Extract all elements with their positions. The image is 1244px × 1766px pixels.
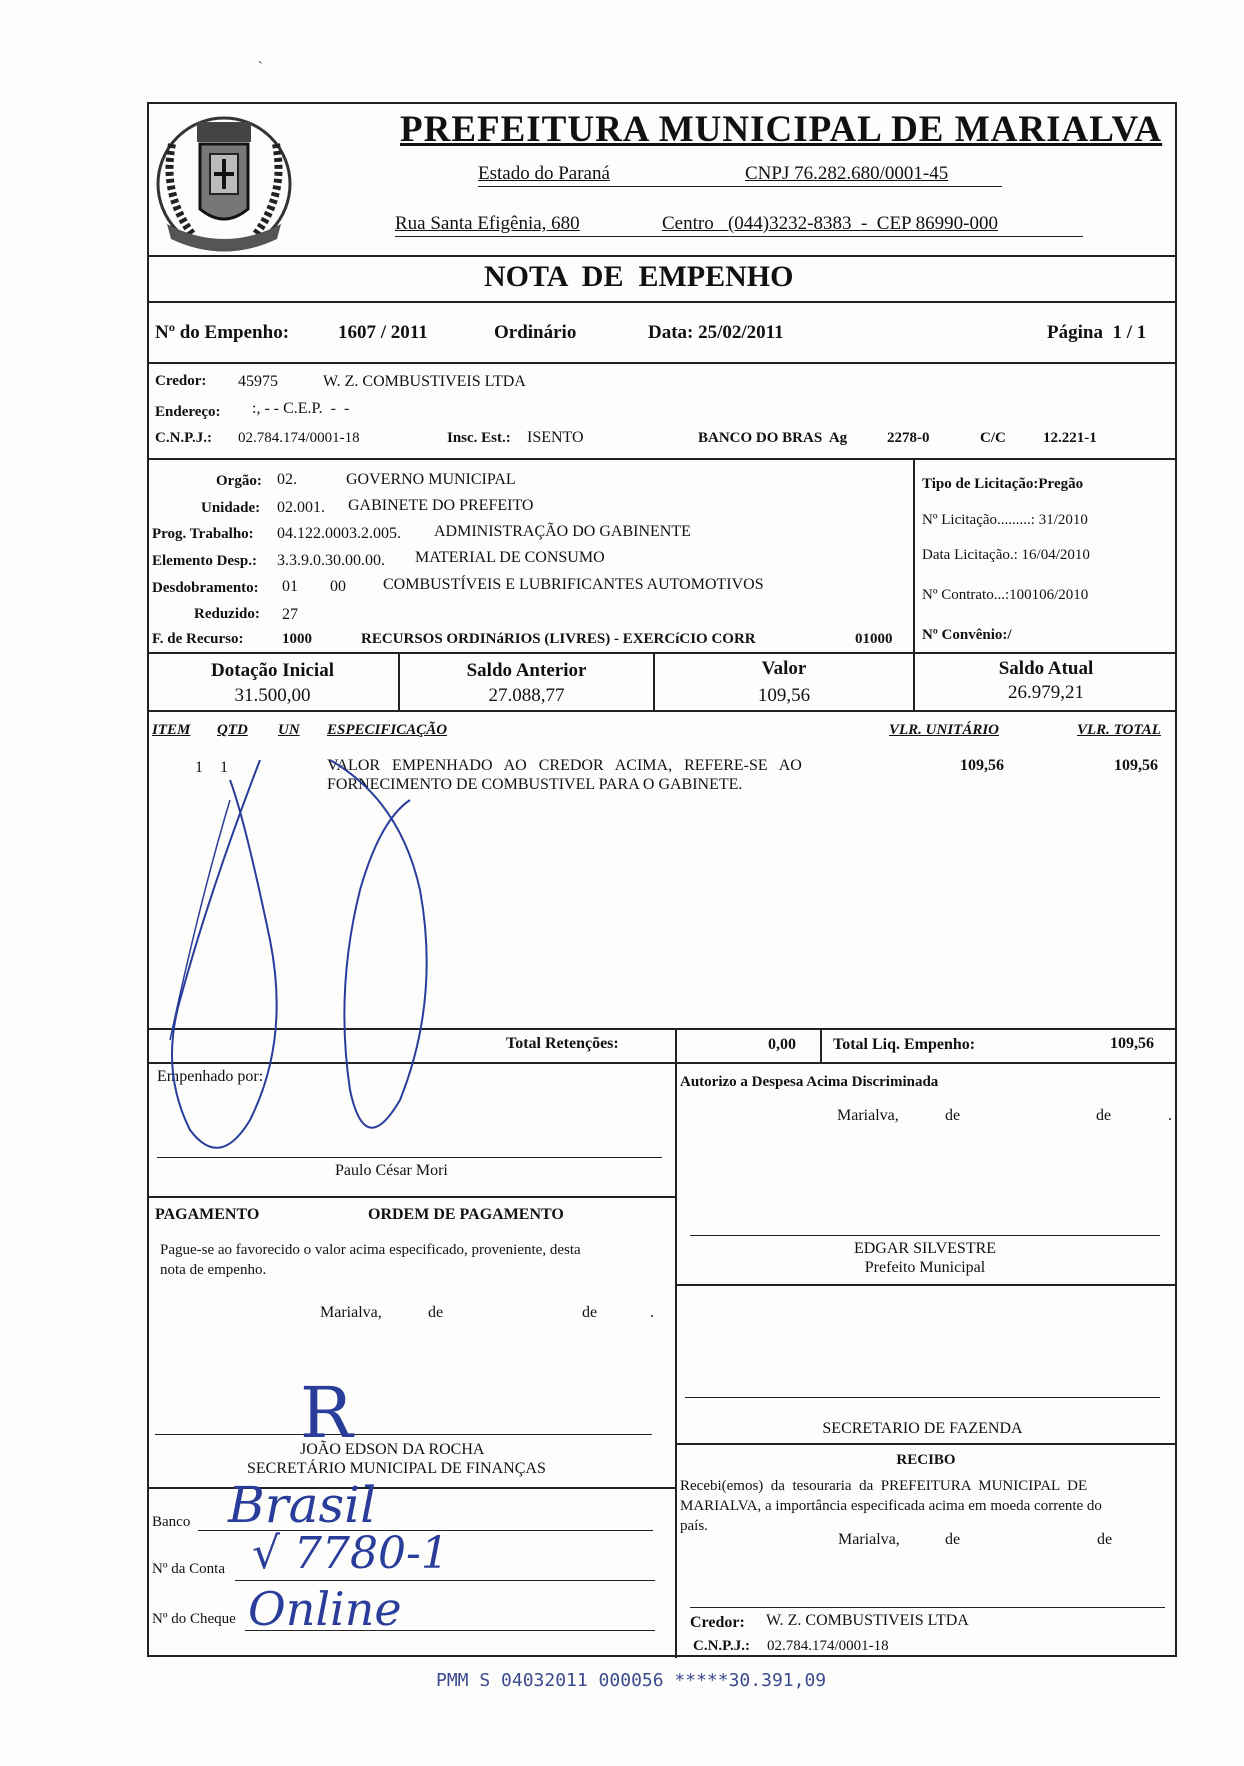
credor-footer-name: W. Z. COMBUSTIVEIS LTDA [766, 1612, 969, 1629]
desd-code-1: 01 [282, 578, 298, 595]
col-vlr-unitario: VLR. UNITÁRIO [889, 722, 1000, 738]
elemento-label: Elemento Desp.: [152, 553, 257, 569]
col-especificacao: ESPECIFICAÇÃO [327, 722, 448, 738]
prefeito-name: EDGAR SILVESTRE [853, 1240, 997, 1257]
desd-code-2: 00 [330, 578, 346, 595]
total-liquido-label: Total Liq. Empenho: [833, 1036, 976, 1053]
contrato-number: Nº Contrato...:100106/2010 [922, 587, 1089, 603]
recibo-de2: de [1097, 1531, 1113, 1548]
pagamento-text-1: Pague-se ao favorecido o valor acima especificado, proveniente, desta [160, 1242, 581, 1258]
credor-code: 45975 [238, 373, 278, 390]
state-label: Estado do Paraná [478, 163, 610, 184]
pagamento-text-2: nota de empenho. [160, 1262, 267, 1278]
doc-title: NOTA DE EMPENHO [484, 260, 794, 293]
cheque-label: Nº do Cheque [152, 1611, 236, 1627]
prefeito-role: Prefeito Municipal [864, 1259, 986, 1276]
fonte-code: 1000 [282, 631, 312, 647]
item-vlr-total: 109,56 [1114, 757, 1158, 774]
banco-handwritten: Brasil [228, 1476, 377, 1534]
reduzido-label: Reduzido: [194, 606, 260, 622]
saldo-atual-value: 26.979,21 [1008, 682, 1084, 703]
total-retencoes-label: Total Retenções: [506, 1035, 619, 1052]
total-liquido-value: 109,56 [1110, 1035, 1154, 1052]
reduzido-value: 27 [282, 606, 298, 623]
cnpj-header: CNPJ 76.282.680/0001-45 [745, 163, 949, 184]
empenho-number: 1607 / 2011 [338, 322, 428, 343]
licitacao-date: Data Licitação.: 16/04/2010 [922, 547, 1090, 563]
autorizo-de1: de [945, 1107, 961, 1124]
pagamento-de1: de [428, 1304, 444, 1321]
saldo-atual-label: Saldo Atual [998, 658, 1094, 679]
fonte-code-2: 01000 [855, 631, 893, 647]
recibo-place: Marialva, [838, 1531, 900, 1548]
conta-handwritten: √ 7780-1 [252, 1528, 449, 1579]
prog-label: Prog. Trabalho: [152, 526, 254, 542]
unidade-name: GABINETE DO PREFEITO [348, 497, 534, 514]
empenhado-name: Paulo César Mori [335, 1162, 448, 1179]
item-espec-line2: FORNECIMENTO DE COMBUSTIVEL PARA O GABINETE. [327, 776, 743, 793]
recibo-text-1: Recebi(emos) da tesouraria da PREFEITURA MUNICIPAL DE [680, 1478, 1088, 1494]
coat-of-arms-logo [152, 104, 297, 260]
desd-name: COMBUSTÍVEIS E LUBRIFICANTES AUTOMOTIVOS [383, 576, 764, 593]
autorizo-place: Marialva, [837, 1107, 899, 1124]
licitacao-number: Nº Licitação.........: 31/2010 [922, 512, 1088, 528]
credor-footer-cnpj-label: C.N.P.J.: [693, 1638, 750, 1654]
col-qtd: QTD [217, 722, 248, 738]
cnpj-label: C.N.P.J.: [155, 430, 212, 446]
fonte-name: RECURSOS ORDINáRIOS (LIVRES) - EXERCíCIO CORR [361, 631, 756, 647]
recibo-de1: de [945, 1531, 961, 1548]
col-vlr-total: VLR. TOTAL [1077, 722, 1161, 738]
secretario-initial-signature: R [300, 1372, 353, 1454]
institution-title: PREFEITURA MUNICIPAL DE MARIALVA [400, 109, 1163, 150]
dotacao-value: 31.500,00 [234, 685, 311, 706]
unidade-label: Unidade: [201, 500, 261, 516]
cc-label: C/C [980, 430, 1006, 446]
fazenda-label: SECRETARIO DE FAZENDA [822, 1420, 1023, 1437]
cheque-handwritten: Online [248, 1582, 402, 1636]
item-number: 1 [195, 759, 203, 776]
elemento-code: 3.3.9.0.30.00.00. [277, 552, 385, 569]
credor-footer-cnpj: 02.784.174/0001-18 [767, 1638, 889, 1654]
elemento-name: MATERIAL DE CONSUMO [415, 549, 605, 566]
orgao-name: GOVERNO MUNICIPAL [346, 471, 516, 488]
fonte-label: F. de Recurso: [152, 631, 244, 647]
address-contact: Centro (044)3232-8383 - CEP 86990-000 [662, 213, 998, 234]
valor-label: Valor [761, 658, 807, 679]
empenhado-label: Empenhado por: [157, 1068, 264, 1085]
credor-footer-label: Credor: [690, 1614, 745, 1631]
item-vlr-unitario: 109,56 [960, 757, 1004, 774]
credor-name: W. Z. COMBUSTIVEIS LTDA [323, 373, 526, 390]
secretario-name: JOÃO EDSON DA ROCHA [300, 1441, 485, 1458]
saldo-anterior-value: 27.088,77 [488, 685, 565, 706]
endereco-label: Endereço: [155, 404, 221, 420]
dotacao-label: Dotação Inicial [211, 660, 334, 681]
item-qtd: 1 [220, 759, 228, 776]
valor-value: 109,56 [757, 685, 811, 706]
pagamento-dot: . [650, 1304, 654, 1321]
pagamento-label: PAGAMENTO [155, 1206, 260, 1223]
autorizo-label: Autorizo a Despesa Acima Discriminada [680, 1074, 939, 1090]
orgao-label: Orgão: [216, 473, 262, 489]
cnpj-value: 02.784.174/0001-18 [238, 430, 360, 446]
secretario-role: SECRETÁRIO MUNICIPAL DE FINANÇAS [247, 1460, 546, 1477]
orgao-code: 02. [277, 471, 297, 488]
banco-label: Banco [152, 1514, 191, 1530]
conta-label: Nº da Conta [152, 1561, 225, 1577]
pagamento-place: Marialva, [320, 1304, 382, 1321]
empenho-type: Ordinário [494, 322, 577, 343]
cc-value: 12.221-1 [1043, 430, 1097, 446]
insc-value: ISENTO [527, 429, 584, 446]
bank-name: BANCO DO BRAS Ag [698, 430, 848, 446]
scan-mark: ` [258, 60, 263, 75]
recibo-label: RECIBO [896, 1452, 956, 1468]
endereco-value: :, - - C.E.P. - - [252, 400, 350, 417]
total-retencoes-value: 0,00 [768, 1036, 796, 1053]
credor-label: Credor: [155, 373, 207, 389]
prog-code: 04.122.0003.2.005. [277, 525, 401, 542]
street-address: Rua Santa Efigênia, 680 [395, 213, 580, 234]
col-un: UN [278, 722, 300, 738]
bank-agency: 2278-0 [887, 430, 930, 446]
empenho-date: Data: 25/02/2011 [648, 322, 784, 343]
autorizo-dot: . [1168, 1107, 1172, 1124]
item-espec-line1: VALOR EMPENHADO AO CREDOR ACIMA, REFERE-SE AO [327, 757, 802, 774]
recibo-text-2: MARIALVA, a importância especificada acima em moeda corrente do [680, 1498, 1102, 1514]
page-number: Página 1 / 1 [1047, 322, 1147, 343]
recibo-text-3: país. [680, 1518, 708, 1534]
saldo-anterior-label: Saldo Anterior [466, 660, 587, 681]
autorizo-de2: de [1096, 1107, 1112, 1124]
ordem-pagamento-label: ORDEM DE PAGAMENTO [368, 1206, 564, 1223]
empenho-label: Nº do Empenho: [155, 322, 290, 343]
desdobramento-label: Desdobramento: [152, 580, 259, 596]
col-item: ITEM [152, 722, 191, 738]
unidade-code: 02.001. [277, 499, 325, 516]
empenhado-signature [150, 740, 490, 1190]
prog-name: ADMINISTRAÇÃO DO GABINENTE [434, 523, 691, 540]
pagamento-de2: de [582, 1304, 598, 1321]
authentication-stamp: PMM S 04032011 000056 *****30.391,09 [436, 1670, 827, 1691]
convenio-number: Nº Convênio:/ [922, 627, 1012, 643]
insc-label: Insc. Est.: [447, 430, 511, 446]
licitacao-tipo: Tipo de Licitação:Pregão [922, 476, 1084, 492]
